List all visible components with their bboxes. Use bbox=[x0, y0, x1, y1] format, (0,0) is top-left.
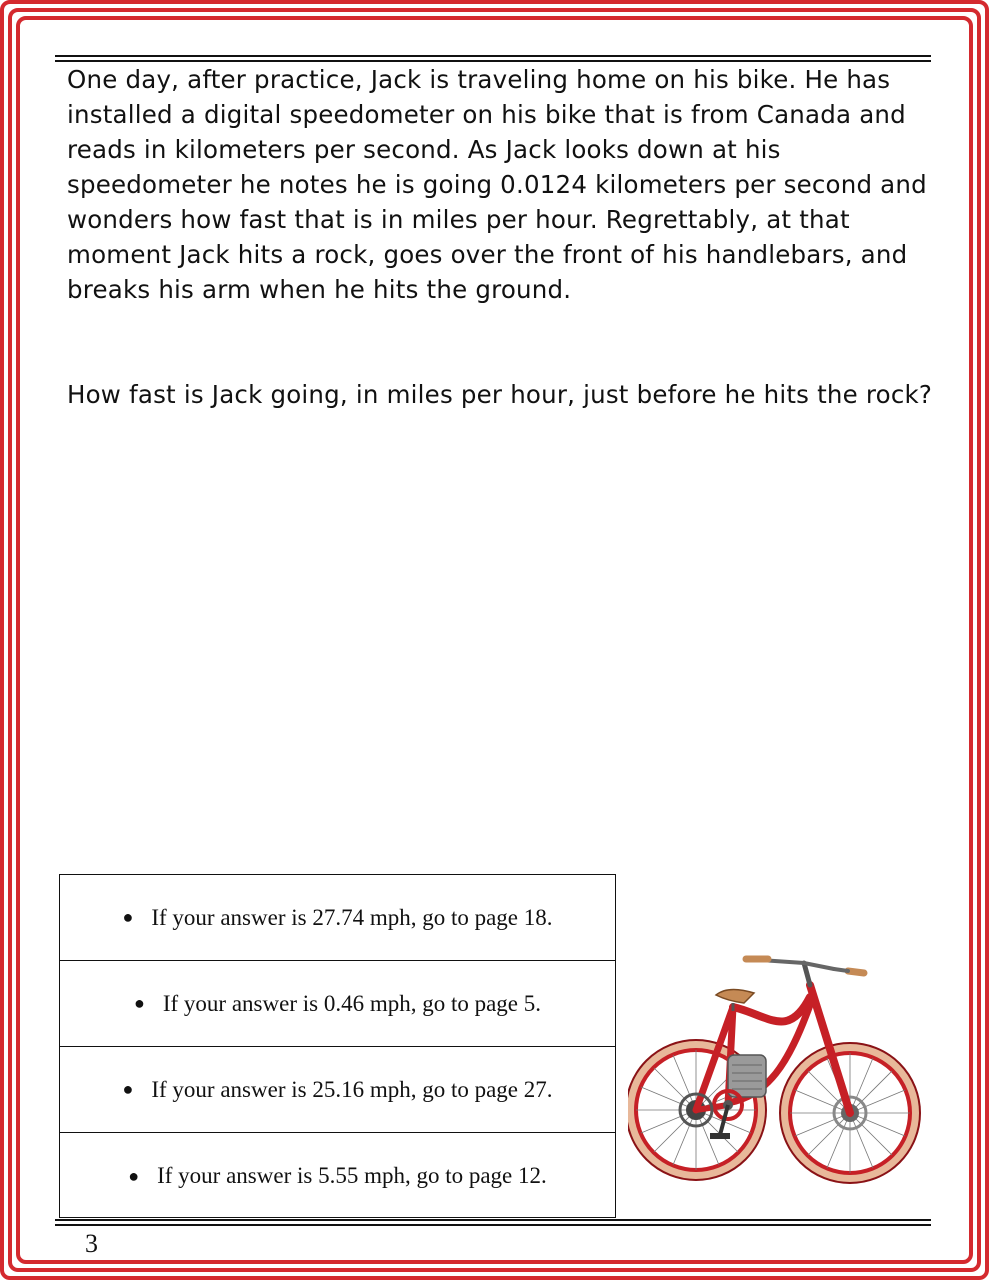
answer-text: If your answer is 0.46 mph, go to page 5. bbox=[162, 990, 542, 1016]
answer-option[interactable] bbox=[60, 875, 615, 961]
bullet-icon: ● bbox=[128, 1165, 140, 1186]
bullet-icon: ● bbox=[133, 993, 145, 1013]
bullet-icon: ● bbox=[122, 907, 134, 927]
answer-text: If your answer is 27.74 mph, go to page 18. bbox=[151, 904, 553, 930]
answer-text: If your answer is 5.55 mph, go to page 12. bbox=[157, 1163, 547, 1188]
bicycle-icon bbox=[628, 945, 928, 1190]
bike-seat bbox=[716, 989, 754, 1003]
handlebar bbox=[746, 959, 864, 985]
top-divider bbox=[55, 55, 931, 62]
question-text: How fast is Jack going, in miles per hour, just before he hits the rock? bbox=[67, 380, 933, 409]
answer-option[interactable] bbox=[60, 1047, 615, 1133]
bottom-divider bbox=[55, 1219, 931, 1226]
answer-option[interactable] bbox=[60, 961, 615, 1047]
answer-option[interactable] bbox=[60, 1133, 615, 1219]
answer-table bbox=[59, 874, 616, 1218]
answer-text: If your answer is 25.16 mph, go to page 27. bbox=[151, 1076, 553, 1102]
page-number: 3 bbox=[85, 1229, 98, 1258]
bullet-icon: ● bbox=[122, 1079, 134, 1099]
story-paragraph: One day, after practice, Jack is traveling home on his bike. He has installed a digital speedometer on his bike that is from Canada and reads in kilometers per second. As Jack looks down at his speedometer he notes he is going 0.0124 kilometers per second and wonders how fast that is in miles per hour. Regrettably, at that moment Jack hits a rock, goes over the front of his handlebars, and breaks his arm when he hits the ground. bbox=[67, 65, 927, 304]
